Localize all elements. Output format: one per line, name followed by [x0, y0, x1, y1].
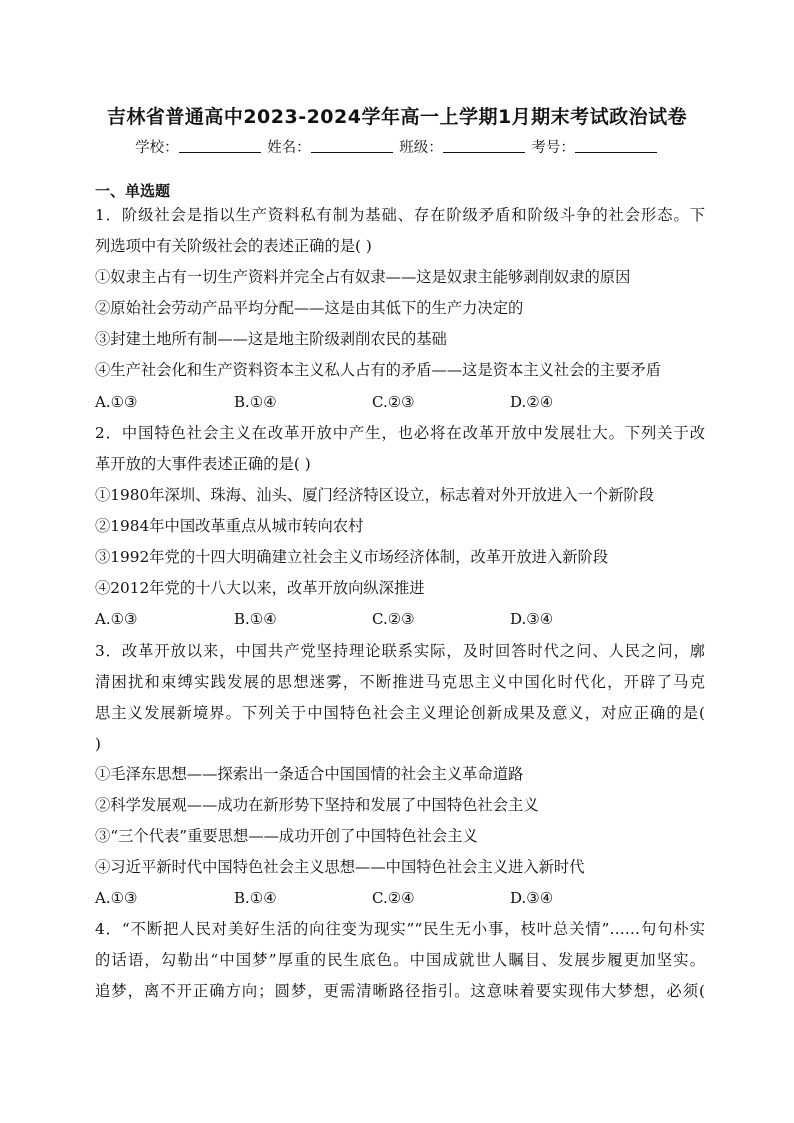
exam-title: 吉林省普通高中2023-2024学年高一上学期1月期末考试政治试卷: [106, 106, 688, 128]
q2-stem-line: 革开放的大事件表述正确的是( ): [95, 455, 311, 473]
option-a[interactable]: A.①③: [95, 610, 138, 628]
q4-stem-line: 4．“不断把人民对美好生活的向往变为现实”“民生无小事，枝叶总关情”……句句朴实: [95, 920, 705, 938]
number-label: 考号：: [531, 140, 575, 156]
class-label: 班级：: [399, 140, 443, 156]
q3-stem-line: 3．改革开放以来，中国共产党坚持理论联系实际，及时回答时代之问、人民之问，廓: [95, 642, 705, 660]
option-b[interactable]: B.①④: [234, 393, 277, 411]
option-d[interactable]: D.②④: [510, 393, 554, 411]
q4-stem-line: 追梦，离不开正确方向；圆梦，更需清晰路径指引。这意味着要实现伟大梦想，必须(: [95, 982, 705, 1000]
q2-stem-line: 2．中国特色社会主义在改革开放中产生，也必将在改革开放中发展壮大。下列关于改: [95, 424, 705, 442]
option-c[interactable]: C.②④: [372, 889, 415, 907]
section-heading: 一、单选题: [95, 182, 171, 200]
option-b[interactable]: B.①④: [234, 610, 277, 628]
q1-statement: ③封建土地所有制——这是地主阶级剥削农民的基础: [95, 330, 447, 348]
q1-stem-line: 列选项中有关阶级社会的表述正确的是( ): [95, 237, 372, 255]
q1-statement: ②原始社会劳动产品平均分配——这是由其低下的生产力决定的: [95, 299, 524, 317]
q3-statement: ④习近平新时代中国特色社会主义思想——中国特色社会主义进入新时代: [95, 858, 585, 876]
option-a[interactable]: A.①③: [95, 889, 138, 907]
q3-statement: ③“三个代表”重要思想——成功开创了中国特色社会主义: [95, 827, 478, 845]
q4-stem-line: 的话语，勾勒出“中国梦”厚重的民生底色。中国成就世人瞩目、发展步履更加坚实。: [95, 951, 705, 969]
q3-stem-line: 思主义发展新境界。下列关于中国特色社会主义理论创新成果及意义，对应正确的是(: [95, 704, 705, 722]
q1-stem-line: 1．阶级社会是指以生产资料私有制为基础、存在阶级矛盾和阶级斗争的社会形态。下: [95, 206, 705, 224]
q3-stem-line: 清困扰和束缚实践发展的思想迷雾，不断推进马克思主义中国化时代化，开辟了马克: [95, 673, 705, 691]
q3-statement: ②科学发展观——成功在新形势下坚持和发展了中国特色社会主义: [95, 796, 539, 814]
q2-statement: ①1980年深圳、珠海、汕头、厦门经济特区设立，标志着对外开放进入一个新阶段: [95, 486, 655, 504]
school-blank[interactable]: [179, 140, 261, 153]
q3-stem-line: ): [95, 735, 101, 753]
q3-statement: ①毛泽东思想——探索出一条适合中国国情的社会主义革命道路: [95, 765, 524, 783]
name-blank[interactable]: [311, 140, 393, 153]
q1-statement: ①奴隶主占有一切生产资料并完全占有奴隶——这是奴隶主能够剥削奴隶的原因: [95, 268, 631, 286]
q1-statement: ④生产社会化和生产资料资本主义私人占有的矛盾——这是资本主义社会的主要矛盾: [95, 361, 661, 379]
student-info-row: [0, 136, 794, 157]
option-a[interactable]: A.①③: [95, 393, 138, 411]
option-c[interactable]: C.②③: [372, 393, 415, 411]
q2-statement: ④2012年党的十八大以来，改革开放向纵深推进: [95, 579, 425, 597]
option-c[interactable]: C.②③: [372, 610, 415, 628]
option-d[interactable]: D.③④: [510, 610, 554, 628]
school-label: 学校：: [135, 140, 179, 156]
name-label: 姓名：: [267, 140, 311, 156]
class-blank[interactable]: [443, 140, 525, 153]
option-d[interactable]: D.③④: [510, 889, 554, 907]
option-b[interactable]: B.①④: [234, 889, 277, 907]
q2-statement: ③1992年党的十四大明确建立社会主义市场经济体制，改革开放进入新阶段: [95, 548, 609, 566]
q2-statement: ②1984年中国改革重点从城市转向农村: [95, 517, 364, 535]
number-blank[interactable]: [575, 140, 657, 153]
